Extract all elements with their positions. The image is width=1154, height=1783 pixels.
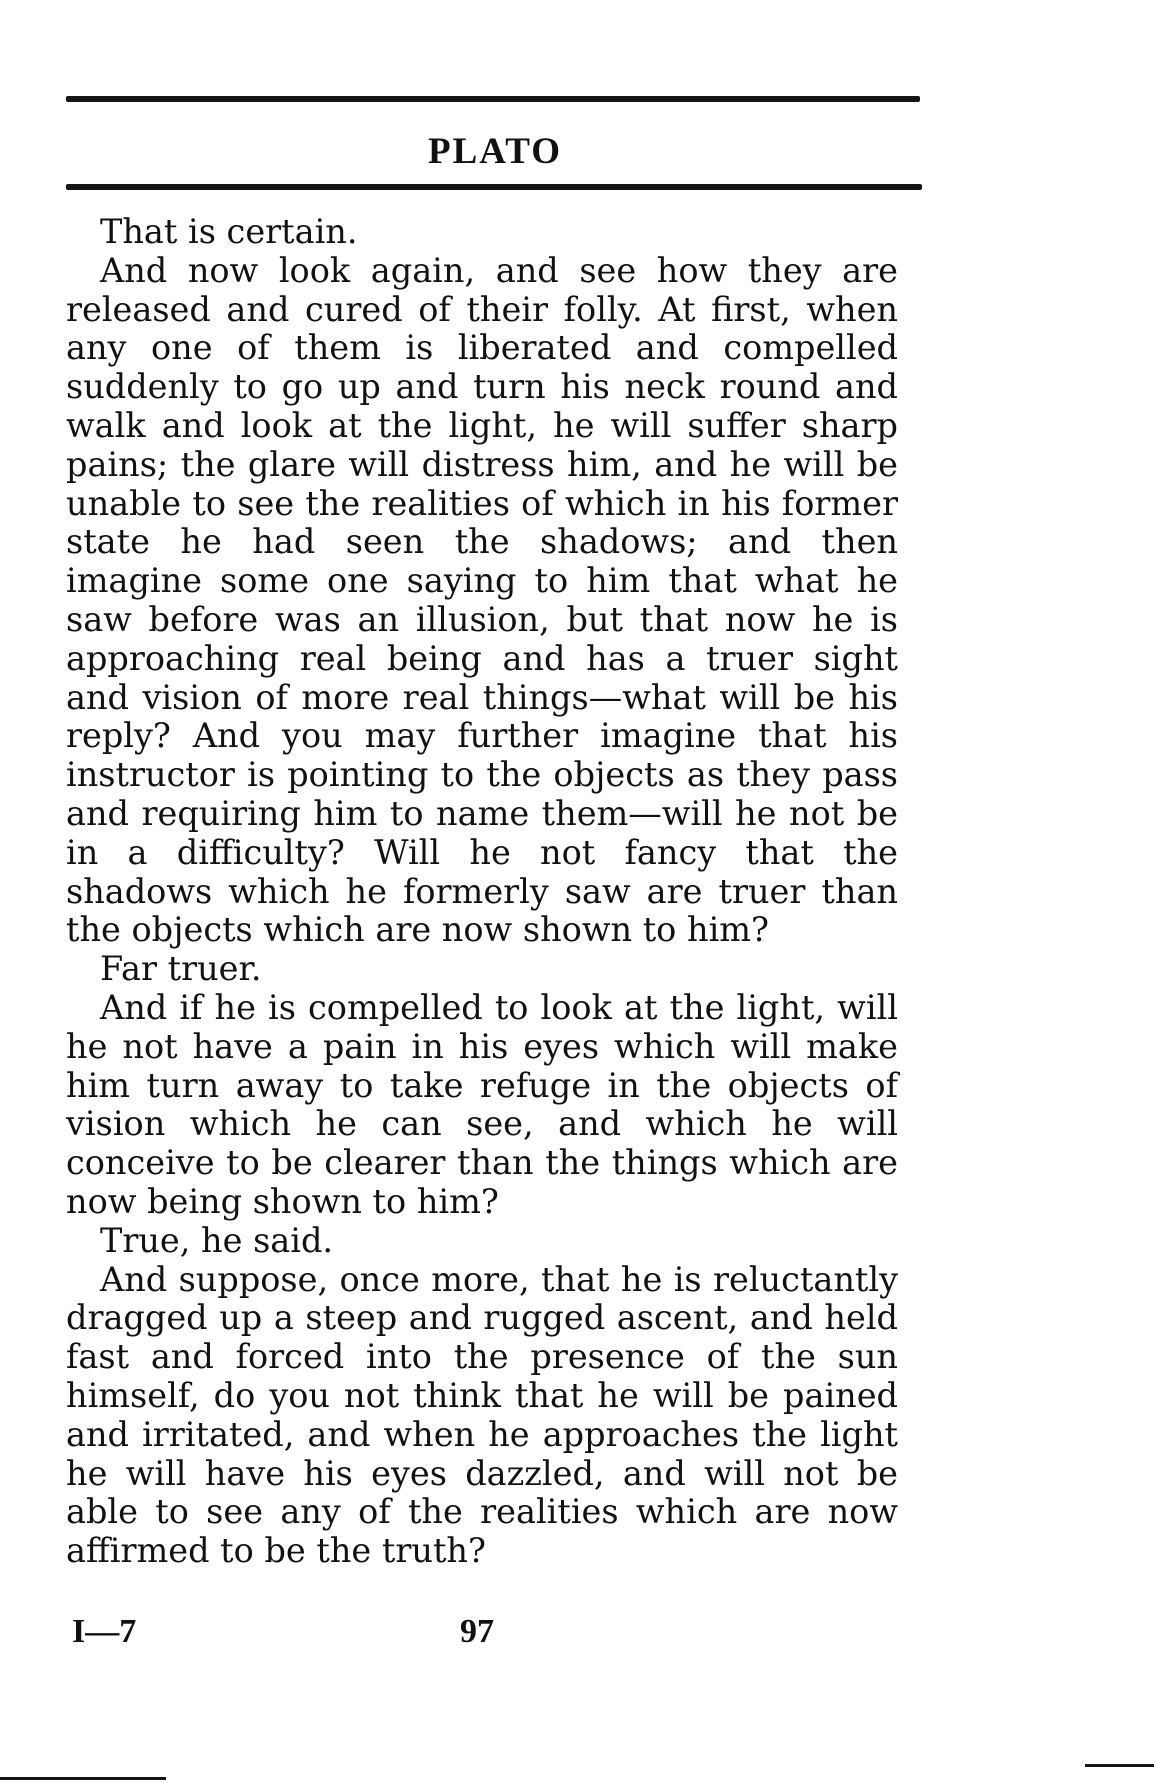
paragraph: That is certain. [100, 212, 358, 251]
header-rule [66, 184, 922, 190]
running-head: PLATO [427, 131, 563, 172]
paragraph: True, he said. [100, 1220, 334, 1260]
bottom-rule [0, 1777, 166, 1780]
page-number: 97 [460, 1613, 494, 1650]
body-text [66, 213, 898, 1571]
paragraph: And suppose, once more, that he is reluctantly dragged up a steep and rugged ascent, and held fast and forced into the presence of the sun himself, do you not think that he will be pained and irritated, and when he approaches the light he will have his eyes dazzled, and will not be able to see any of the realities which are now affirmed to be the truth? [66, 1259, 898, 1571]
paragraph: And now look again, and see how they are released and cured of their folly. At first, when any one of them is liberated and compelled suddenly to go up and turn his neck round and walk and look at the light, he will suffer sharp pains; the glare will distress him, and he will be unable to see the realities of which in his former state he had seen the shadows; and then imagine some one saying to him that what he saw before was an illusion, but that now he is approaching real being and has a truer sight and vision of more real things—what will be his reply? And you may further imagine that his instructor is pointing to the objects as they pass and requiring him to name them—will he not be in a difficulty? Will he not fancy that the shadows which he formerly saw are truer than the objects which are now shown to him? [66, 250, 898, 950]
paragraph: Far truer. [100, 949, 262, 989]
margin-rule [1085, 1764, 1154, 1767]
top-rule [66, 96, 920, 102]
paragraph: And if he is compelled to look at the light, will he not have a pain in his eyes which will make him turn away to take refuge in the objects of vision which he can see, and which he will conceive to be clearer than the things which are now being shown to him? [66, 987, 898, 1221]
signature-mark: I—7 [72, 1613, 137, 1650]
